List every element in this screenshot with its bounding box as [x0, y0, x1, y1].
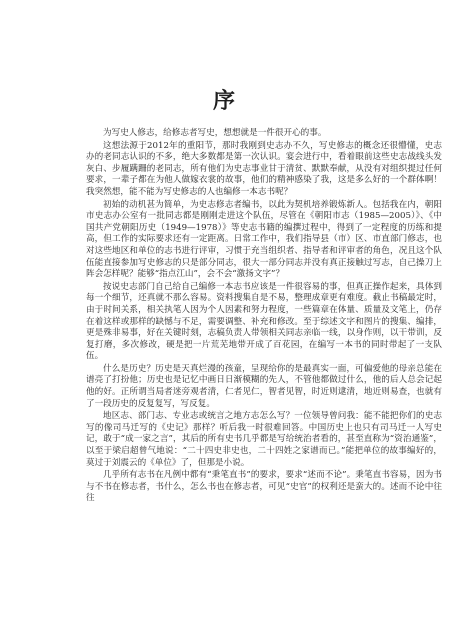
paragraph: 按说史志部门自己给自己编修一本志书应该是一件很容易的事，但真正操作起来，具体到每一个细节，还真就不那么容易。资料搜集自是不易，整理成章更有难度。截止书稿最定时，由于时间关系，相关执笔人因为个人因素和努力程度，一些篇章在体量、质量及文笔上，仍存在着这样或那样的缺憾与不足，需要调整、补充和修改。至于综述文字和图片的搜集、编排，更是殊非易事，好在关键时刻，志稿负责人带领相关同志亲临一线，以身作则，以干带训，反复打磨，多次修改，硬是把一片荒芜地带开成了百花园，在编写一本书的同时带起了一支队伍。 — [86, 281, 442, 362]
paragraph: 地区志、部门志、专业志或统言之地方志怎么写？一位领导曾问我：能不能把你们的史志写的像司马迁写的《史记》那样？听后我一时很难回答。中国历史上也只有司马迁一人写史记，敢于“成一家之言”，其后的所有史书几乎都是写给统治者看的，甚至直称为“资治通鉴”，以至于梁启超曾气地说：“二十四史非史也，二十四姓之家谱而已。”能把单位的故事编好的，莫过于刘震云的《单位》了，但那是小说。 — [86, 411, 442, 468]
paragraph: 几乎所有志书在凡例中都有“秉笔直书”的要求，要求“述而不论”。秉笔直书容易，因为书与不书在修志者，书什么，怎么书也在修志者，可见“史官”的权利还是蛮大的。述而不论中往往 — [86, 470, 442, 504]
preface-body — [86, 128, 442, 505]
page-title: 序 — [212, 88, 237, 114]
paragraph: 什么是历史？历史是天真烂漫的孩童，呈现给你的是最真实一面，可偏爱他的母亲总能在谱亮了打扮他；历史也是记忆中画日日渐模糊的先人，不管他都做过什么，他的后人总会记起他的好。正所谓当局者迷旁观者清，仁者见仁，智者见智，时近则逮清，地近则易查，也就有了一段历史的反复复写，写反复。 — [86, 363, 442, 409]
paragraph: 初始的动机甚为简单，为史志修志者编书，以此为契机培养锻炼新人。包括我在内，朝阳市史志办公室有一批同志都是刚刚走进这个队伍，尽管在《朝阳市志（1985—2005）》、《中国共产党朝阳历史（1949—1978）》等史志书籍的编撰过程中，得到了一定程度的历练和提高，但工作的实际要求还有一定距离。日常工作中，我们指导县（市）区、市直部门修志，也对这些地区和单位的志书进行评审，习惯于充当组织者、指导者和评审者的角色，况且这个队伍能直接参加写史修志的只是部分同志，很大一部分同志并没有真正接触过写志，自己操刀上阵会怎样呢？能够“指点江山”，会不会“激扬文字”？ — [86, 199, 442, 280]
paragraph: 这想法源于2012年的重阳节，那时我刚到史志办不久，写史修志的概念还很懵懂，史志办的老同志认识的不多，绝大多数都是第一次认识。宴会进行中，看着眼前这些史志战线头发灰白、步履蹒跚的老同志，所有他们为史志事业甘于清贫、默默奉献，从没有对组织提过任何要求，一辈子都在为他人做嫁衣裳的故事，他们的精神感染了我，这是多么好的一个群体啊！我突然想，能不能为写史修志的人也编修一本志书呢？ — [86, 140, 442, 197]
paragraph: 为写史人修志，给修志者写史，想想就是一件很开心的事。 — [103, 128, 327, 138]
